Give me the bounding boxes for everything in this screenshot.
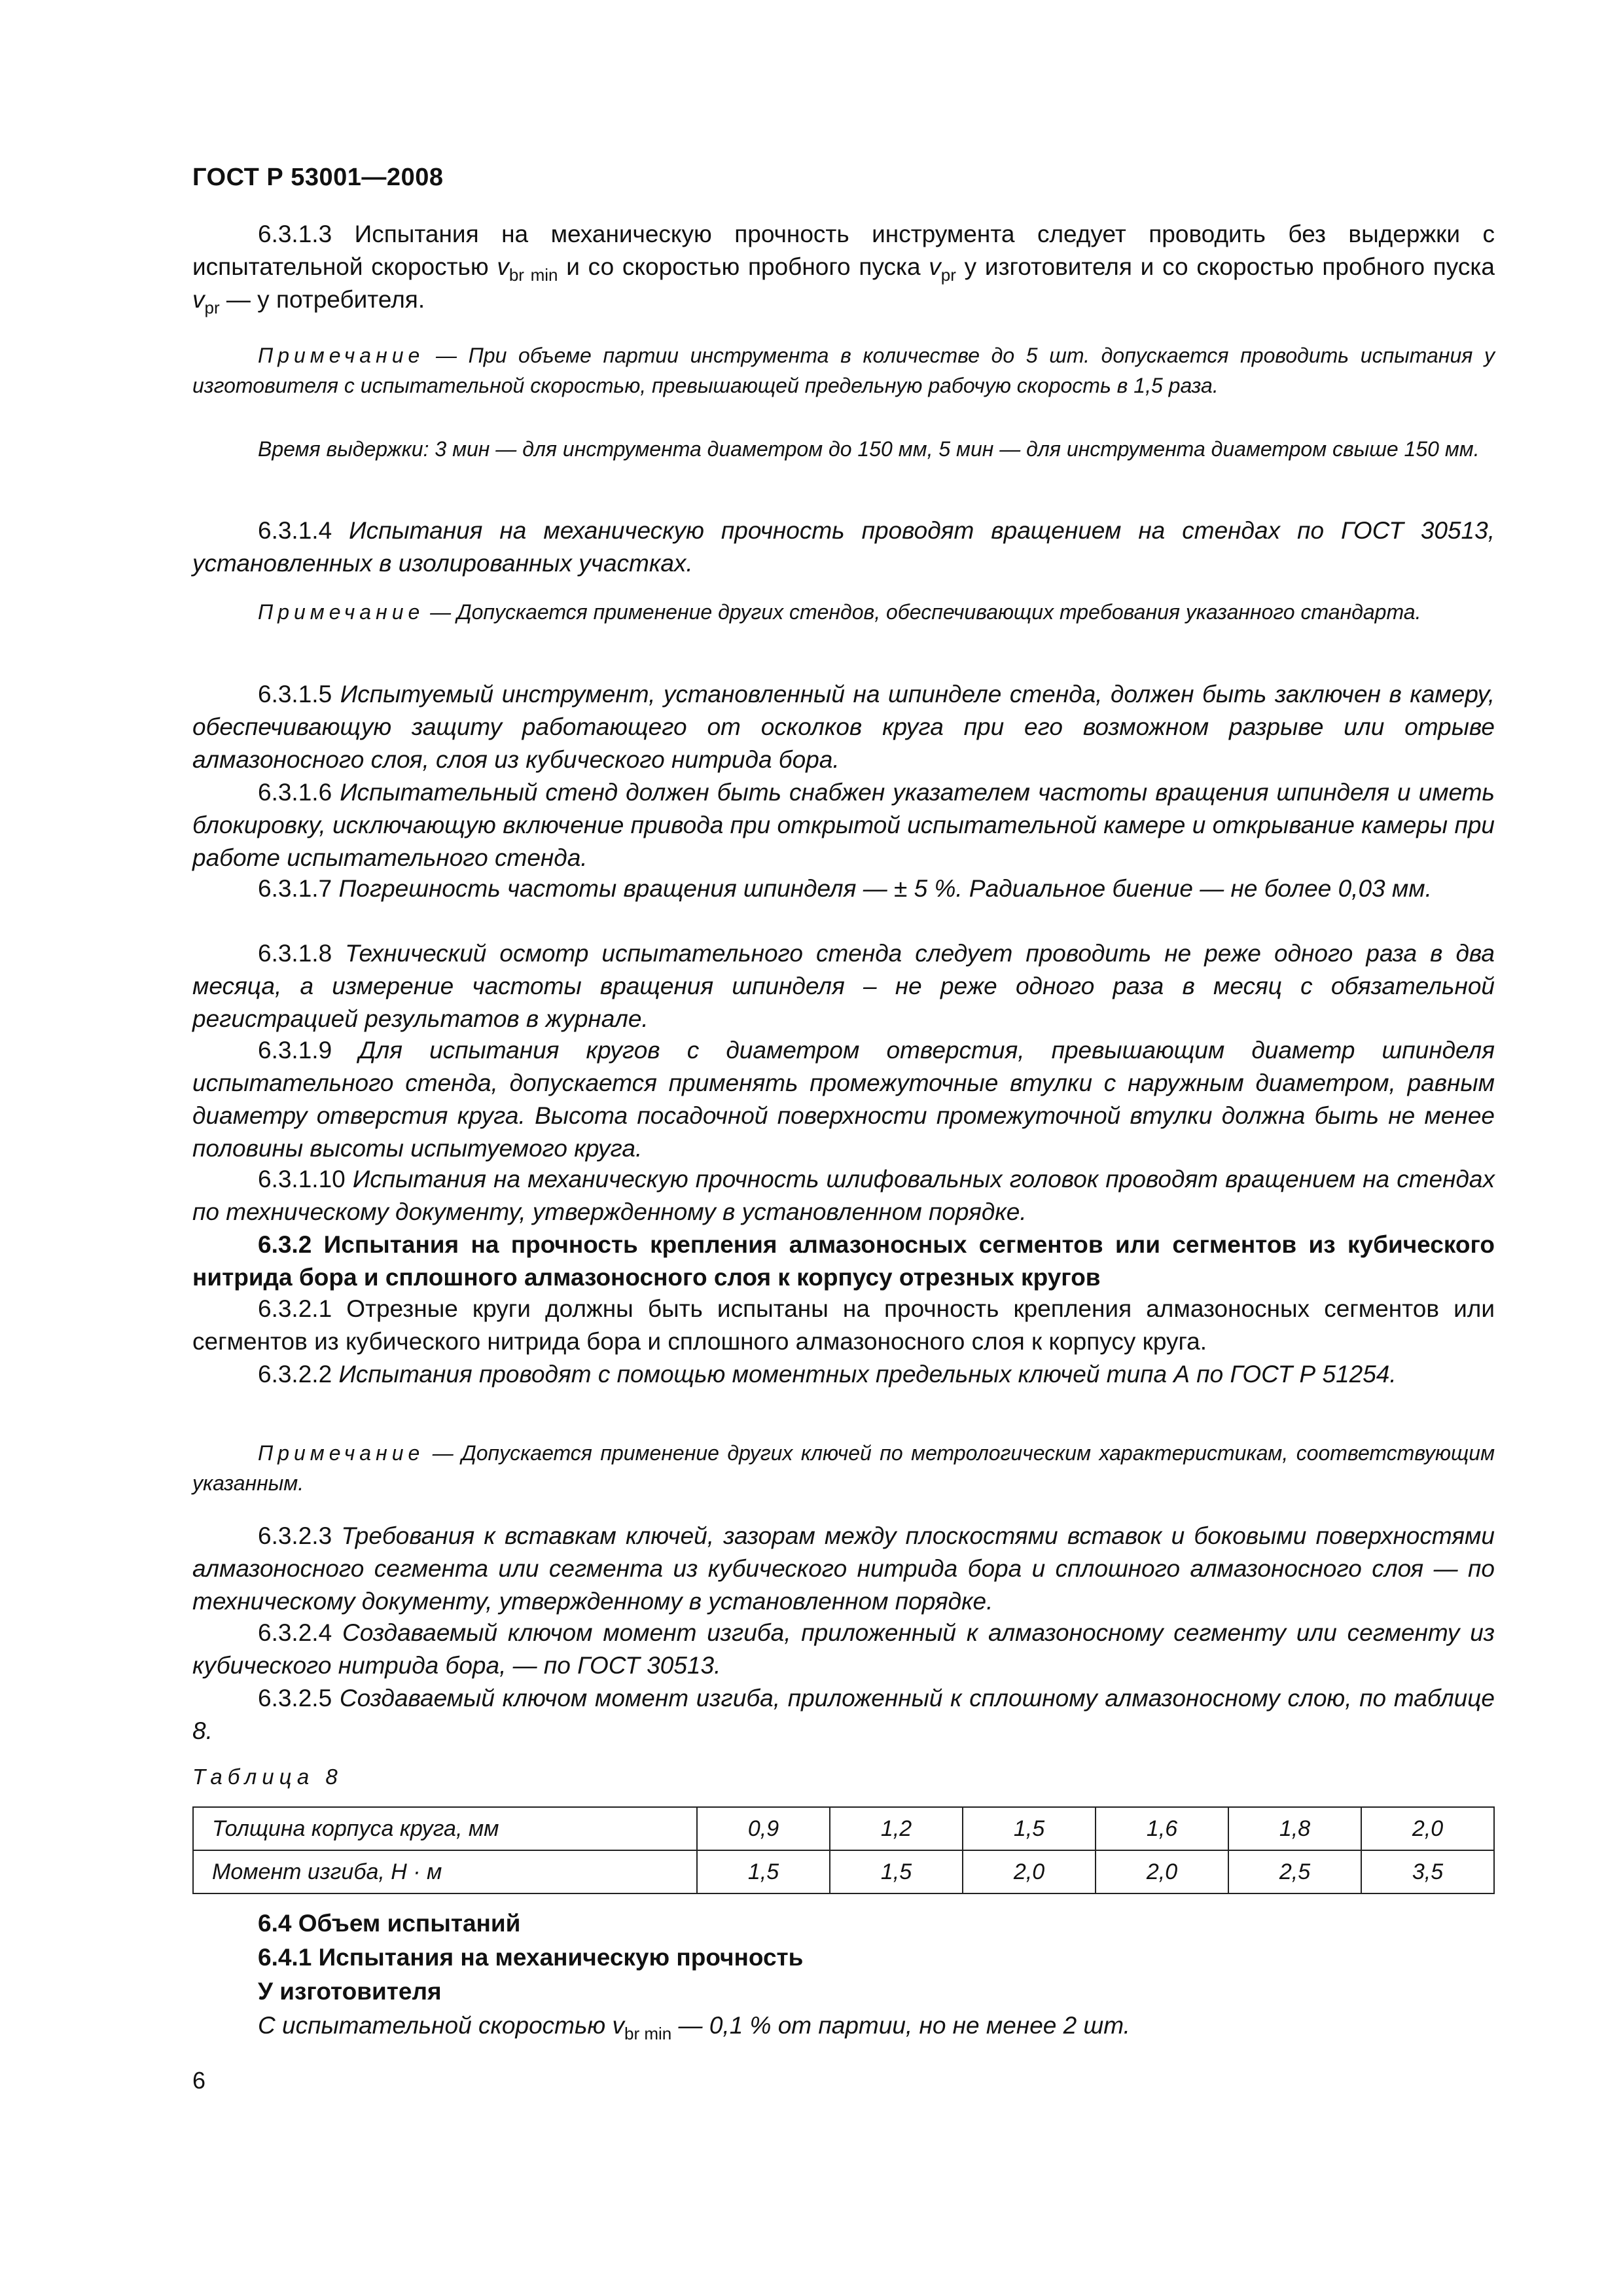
table-row xyxy=(193,1807,1494,1850)
table-row xyxy=(193,1850,1494,1893)
para-6-3-2-4: 6.3.2.4 Создаваемый ключом момент изгиба, приложенный к алмазоносному сегменту или сегменту из кубического нитрида бора, — по ГОСТ 30513. xyxy=(192,1619,1495,1679)
table-cell: 2,0 xyxy=(963,1850,1096,1893)
table-cell: 1,2 xyxy=(830,1807,963,1850)
note-1-hold-time: Время выдержки: 3 мин — для инструмента диаметром до 150 мм, 5 мин — для инструмента диаметром свыше 150 мм. xyxy=(258,437,1480,461)
note-3: Примечание — Допускается применение других ключей по метрологическим характеристикам, соответствующим указанным. xyxy=(192,1441,1495,1495)
para-6-3-1-10: 6.3.1.10 Испытания на механическую прочность шлифовальных головок проводят вращением на стендах по техническому документу, утвержденному в установленном порядке. xyxy=(192,1166,1495,1225)
heading-6-3-2: 6.3.2 Испытания на прочность крепления алмазоносных сегментов или сегментов из кубического нитрида бора и сплошного алмазоносного слоя к корпусу отрезных кругов xyxy=(192,1231,1495,1291)
table-cell: 2,5 xyxy=(1228,1850,1361,1893)
para-6-3-1-4: 6.3.1.4 Испытания на механическую прочность проводят вращением на стендах по ГОСТ 30513, установленных в изолированных участках. xyxy=(192,517,1495,577)
table-cell: 2,0 xyxy=(1096,1850,1228,1893)
para-6-3-2-2: 6.3.2.2 Испытания проводят с помощью моментных предельных ключей типа А по ГОСТ Р 51254. xyxy=(258,1361,1397,1388)
table-cell: 0,9 xyxy=(697,1807,830,1850)
para-6-3-1-3: 6.3.1.3 Испытания на механическую прочность инструмента следует проводить без выдержки с испытательной скоростью $v_{br min}$ и со скоростью пробного пуска $v_{pr}$ у изготовителя и со скоростью пробного пуска $v_{pr}$ — у потребителя. xyxy=(192,221,1495,317)
table-cell: 2,0 xyxy=(1361,1807,1494,1850)
para-last: С испытательной скоростью $v_{br min}$ — 0,1 % от партии, но не менее 2 шт. xyxy=(258,2012,1130,2043)
table-8 xyxy=(192,1806,1495,1894)
table-cell: 1,5 xyxy=(697,1850,830,1893)
para-6-3-2-1: 6.3.2.1 Отрезные круги должны быть испытаны на прочность крепления алмазоносных сегментов или сегментов из кубического нитрида бора и сплошного алмазоносного слоя к корпусу круга. xyxy=(192,1295,1495,1355)
note-2: Примечание — Допускается применение других стендов, обеспечивающих требования указанного стандарта. xyxy=(258,600,1421,624)
table-row-label: Момент изгиба, Н · м xyxy=(193,1850,697,1893)
table-cell: 1,6 xyxy=(1096,1807,1228,1850)
para-6-3-1-9: 6.3.1.9 Для испытания кругов с диаметром отверстия, превышающим диаметр шпинделя испытательного стенда, допускается применять промежуточные втулки с наружным диаметром, равным диаметру отверстия круга. Высота посадочной поверхности промежуточной втулки должна быть не менее половины высоты испытуемого круга. xyxy=(192,1037,1495,1162)
para-6-3-1-6: 6.3.1.6 Испытательный стенд должен быть снабжен указателем частоты вращения шпинделя и иметь блокировку, исключающую включение привода при открытой испытательной камере и открывание камеры при работе испытательного стенда. xyxy=(192,779,1495,871)
table-cell: 1,5 xyxy=(830,1850,963,1893)
table-cell: 1,5 xyxy=(963,1807,1096,1850)
document-header: ГОСТ Р 53001—2008 xyxy=(192,164,444,191)
para-6-3-1-8: 6.3.1.8 Технический осмотр испытательного стенда следует проводить не реже одного раза в два месяца, а измерение частоты вращения шпинделя – не реже одного раза в месяц с обязательной регистрацией результатов в журнале. xyxy=(192,940,1495,1032)
para-6-3-1-5: 6.3.1.5 Испытуемый инструмент, установленный на шпинделе стенда, должен быть заключен в камеру, обеспечивающую защиту работающего от осколков круга при его возможном разрыве или отрыве алмазоносного слоя, слоя из кубического нитрида бора. xyxy=(192,681,1495,773)
para-6-3-2-3: 6.3.2.3 Требования к вставкам ключей, зазорам между плоскостями вставок и боковыми поверхностями алмазоносного сегмента или сегмента из кубического нитрида бора и сплошного алмазоносного слоя — по техническому документу, утвержденному в установленном порядке. xyxy=(192,1522,1495,1615)
para-6-3-1-7: 6.3.1.7 Погрешность частоты вращения шпинделя — ± 5 %. Радиальное биение — не более 0,03 мм. xyxy=(258,875,1432,902)
heading-6-4-1: 6.4.1 Испытания на механическую прочность xyxy=(258,1944,804,1971)
table-row-label: Толщина корпуса круга, мм xyxy=(193,1807,697,1850)
heading-manufacturer: У изготовителя xyxy=(258,1978,442,2005)
heading-6-4: 6.4 Объем испытаний xyxy=(258,1910,521,1937)
table-cell: 3,5 xyxy=(1361,1850,1494,1893)
para-6-3-2-5: 6.3.2.5 Создаваемый ключом момент изгиба, приложенный к сплошному алмазоносному слою, по таблице 8. xyxy=(192,1685,1495,1744)
table-cell: 1,8 xyxy=(1228,1807,1361,1850)
page-number: 6 xyxy=(192,2067,206,2094)
note-1: Примечание — При объеме партии инструмента в количестве до 5 шт. допускается проводить испытания у изготовителя с испытательной скоростью, превышающей предельную рабочую скорость в 1,5 раза. xyxy=(192,344,1495,397)
table-8-caption: Таблица 8 xyxy=(192,1765,343,1789)
